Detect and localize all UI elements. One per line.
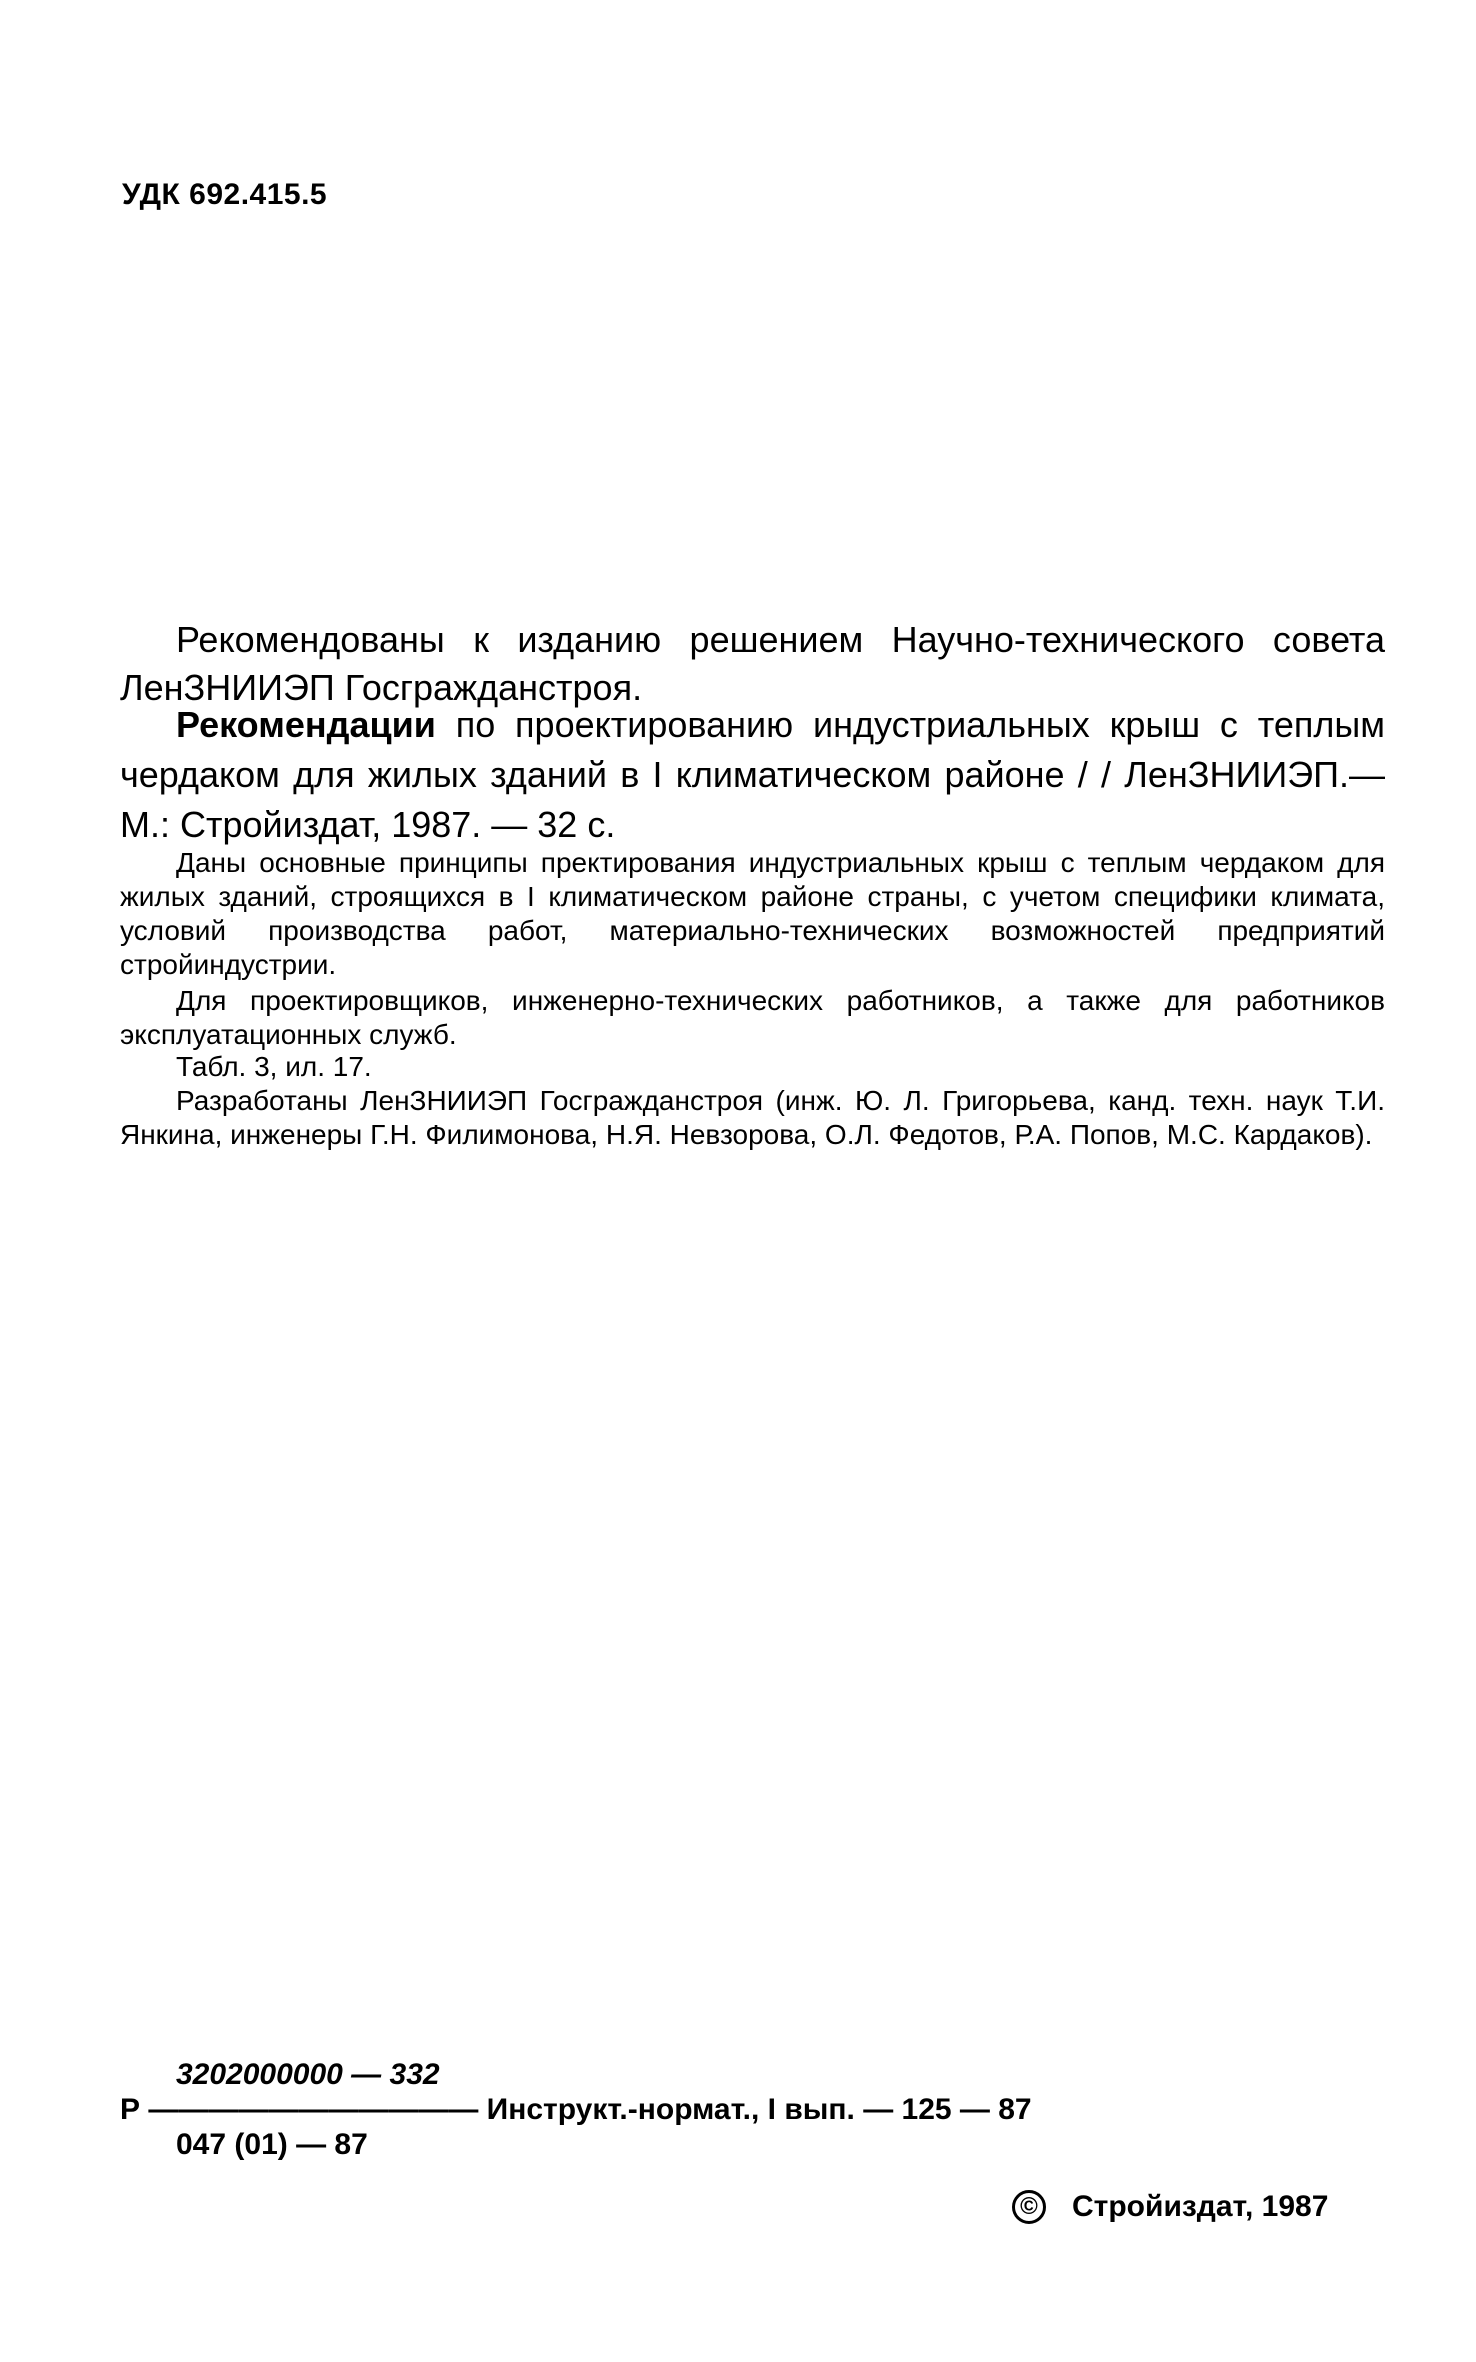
recommendation-note: Рекомендованы к изданию решением Научно-технического совета ЛенЗНИИЭП Госгражданстроя. xyxy=(120,619,1385,708)
abstract-text: Даны основные принципы пректирования индустриальных крыш с теплым чердаком для жилых зданий, строящихся в I климатическом районе страны, с учетом специфики климата, условий производства работ, материально-технических возможностей предприятий стройиндустрии. xyxy=(120,847,1385,980)
developers-text: Разработаны ЛенЗНИИЭП Госгражданстроя (инж. Ю. Л. Григорьева, канд. техн. наук Т.И. Янкина, инженеры Г.Н. Филимонова, Н.Я. Невзорова, О.Л. Федотов, Р.А. Попов, М.С. Кардаков). xyxy=(120,1085,1385,1150)
bibliographic-entry xyxy=(120,700,1385,850)
catalog-numerator: 3202000000 — 332 xyxy=(176,2058,440,2091)
copyright-icon: © xyxy=(1012,2190,1046,2224)
tables-illustrations: Табл. 3, ил. 17. xyxy=(176,1051,372,1082)
catalog-line: Р ——————————— Инструкт.-нормат., I вып. — 125 — 87 xyxy=(120,2093,1032,2126)
biblio-rest: по проектированию индустриальных крыш с теплым чердаком для жилых зданий в I климатическом районе / / ЛенЗНИИЭП.—М.: Стройиздат, 1987. — 32 с. xyxy=(120,704,1385,845)
audience-text: Для проектировщиков, инженерно-технических работников, а также для работников эксплуатационных служб. xyxy=(120,985,1385,1050)
udk-code: УДК 692.415.5 xyxy=(122,178,328,211)
biblio-title: Рекомендации xyxy=(176,704,436,745)
catalog-denominator: 047 (01) — 87 xyxy=(176,2128,368,2161)
copyright xyxy=(1012,2190,1328,2224)
copyright-text: Стройиздат, 1987 xyxy=(1072,2190,1329,2223)
